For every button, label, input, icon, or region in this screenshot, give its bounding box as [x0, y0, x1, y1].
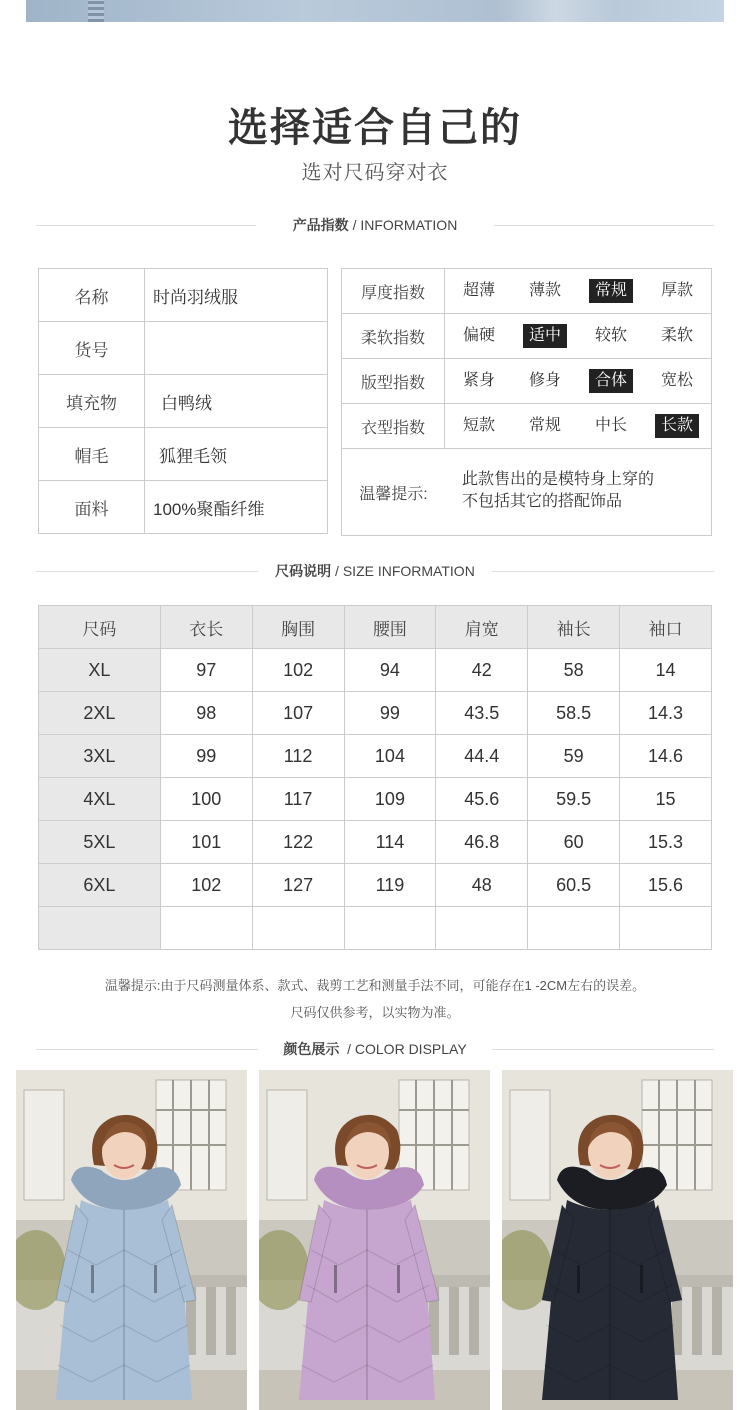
- note-line-1: 此款售出的是模特身上穿的: [462, 471, 655, 488]
- value-cell: 59: [528, 735, 620, 778]
- section-title-cn: 产品指数: [292, 217, 349, 233]
- note-key: 温馨提示:: [359, 485, 428, 503]
- value-cell: 15: [620, 778, 712, 821]
- value-cell: 112: [252, 735, 344, 778]
- size-cell: XL: [39, 649, 161, 692]
- index-option-selected: 长款: [650, 404, 704, 448]
- info-row-name: [39, 269, 327, 322]
- section-header-size: [36, 561, 714, 581]
- index-option: 修身: [528, 372, 561, 389]
- info-key: 货号: [39, 322, 145, 374]
- hero-subtitle: 选对尺码穿对衣: [301, 162, 449, 184]
- value-cell: 58: [528, 649, 620, 692]
- value-cell: 14.6: [620, 735, 712, 778]
- product-index-table: [341, 268, 712, 536]
- index-option: 中长: [594, 417, 627, 434]
- size-tip-line-1: 温馨提示:由于尺码测量体系、款式、裁剪工艺和测量手法不同，可能存在1 -2CM左右的误差。: [104, 978, 646, 993]
- index-key: 柔软指数: [342, 314, 445, 358]
- index-option: 厚款: [660, 282, 693, 299]
- color-photo-blue: [16, 1070, 247, 1410]
- value-cell: 98: [160, 692, 252, 735]
- section-title-cn: 尺码说明: [275, 563, 332, 579]
- value-cell: 119: [344, 864, 436, 907]
- table-row-empty: [39, 907, 712, 950]
- top-product-photo-strip: [26, 0, 724, 22]
- index-option: 短款: [462, 417, 495, 434]
- index-option: 超薄: [462, 282, 495, 299]
- value-cell: 46.8: [436, 821, 528, 864]
- info-value: 时尚羽绒服: [153, 287, 238, 307]
- table-row: [39, 649, 712, 692]
- value-cell: 59.5: [528, 778, 620, 821]
- info-value: 100%聚酯纤维: [153, 499, 265, 519]
- index-option: 宽松: [660, 372, 693, 389]
- index-key: 厚度指数: [342, 269, 445, 313]
- index-option-selected: 适中: [518, 314, 572, 358]
- value-cell: 102: [160, 864, 252, 907]
- value-cell: 122: [252, 821, 344, 864]
- value-cell: 97: [160, 649, 252, 692]
- note-text: [462, 469, 702, 513]
- table-row: [39, 821, 712, 864]
- section-header-information: [36, 215, 714, 235]
- value-cell: [436, 907, 528, 950]
- header-cell: 袖长: [528, 606, 620, 649]
- index-row-length: [342, 404, 711, 449]
- index-option-selected: 常规: [584, 269, 638, 313]
- value-cell: 102: [252, 649, 344, 692]
- index-option: 常规: [528, 417, 561, 434]
- value-cell: 45.6: [436, 778, 528, 821]
- index-row-fit: [342, 359, 711, 404]
- value-cell: 114: [344, 821, 436, 864]
- value-cell: 107: [252, 692, 344, 735]
- note-line-2: 不包括其它的搭配饰品: [462, 493, 623, 510]
- section-title-en: / SIZE INFORMATION: [331, 563, 475, 579]
- size-cell: 5XL: [39, 821, 161, 864]
- value-cell: 15.3: [620, 821, 712, 864]
- table-row: [39, 864, 712, 907]
- index-option: 柔软: [660, 327, 693, 344]
- header-cell: 肩宽: [436, 606, 528, 649]
- value-cell: [620, 907, 712, 950]
- section-title-en: / INFORMATION: [348, 217, 458, 233]
- value-cell: 100: [160, 778, 252, 821]
- value-cell: 60.5: [528, 864, 620, 907]
- size-cell: [39, 907, 161, 950]
- header-cell: 衣长: [160, 606, 252, 649]
- info-value: 狐狸毛领: [159, 446, 227, 466]
- value-cell: 60: [528, 821, 620, 864]
- index-note: [342, 449, 711, 535]
- size-table-header: [39, 606, 712, 649]
- info-row-sku: [39, 322, 327, 375]
- info-key: 填充物: [39, 375, 145, 427]
- value-cell: 48: [436, 864, 528, 907]
- index-row-softness: [342, 314, 711, 359]
- index-option-selected: 合体: [584, 359, 638, 403]
- index-option: 紧身: [462, 372, 495, 389]
- info-key: 名称: [39, 269, 145, 321]
- value-cell: 14.3: [620, 692, 712, 735]
- hero-title: 选择适合自己的: [228, 106, 522, 150]
- value-cell: 94: [344, 649, 436, 692]
- value-cell: 99: [344, 692, 436, 735]
- header-cell: 尺码: [39, 606, 161, 649]
- value-cell: 42: [436, 649, 528, 692]
- info-row-hood-fur: [39, 428, 327, 481]
- color-photo-black: [502, 1070, 733, 1410]
- size-cell: 6XL: [39, 864, 161, 907]
- section-title-cn: 颜色展示: [283, 1041, 340, 1057]
- model-photo-svg: [16, 1070, 247, 1410]
- model-photo-svg: [259, 1070, 490, 1410]
- value-cell: [344, 907, 436, 950]
- table-row: [39, 692, 712, 735]
- model-photo-svg: [502, 1070, 733, 1410]
- index-row-thickness: [342, 269, 711, 314]
- value-cell: 14: [620, 649, 712, 692]
- value-cell: [528, 907, 620, 950]
- value-cell: 99: [160, 735, 252, 778]
- section-header-color: [36, 1039, 714, 1059]
- info-key: 面料: [39, 481, 145, 533]
- index-option: 较软: [594, 327, 627, 344]
- header-cell: 腰围: [344, 606, 436, 649]
- index-key: 衣型指数: [342, 404, 445, 448]
- info-row-filling: [39, 375, 327, 428]
- value-cell: 127: [252, 864, 344, 907]
- table-row: [39, 735, 712, 778]
- product-info-table: [38, 268, 328, 534]
- value-cell: [160, 907, 252, 950]
- info-key: 帽毛: [39, 428, 145, 480]
- color-photo-purple: [259, 1070, 490, 1410]
- zipper-detail: [88, 0, 104, 22]
- fabric-highlight: [496, 0, 616, 22]
- value-cell: 101: [160, 821, 252, 864]
- section-title-en: / COLOR DISPLAY: [339, 1041, 467, 1057]
- header-cell: 胸围: [252, 606, 344, 649]
- value-cell: 43.5: [436, 692, 528, 735]
- size-tip-line-2: 尺码仅供参考，以实物为准。: [290, 1005, 460, 1020]
- value-cell: 44.4: [436, 735, 528, 778]
- info-row-fabric: [39, 481, 327, 533]
- value-cell: [252, 907, 344, 950]
- value-cell: 15.6: [620, 864, 712, 907]
- value-cell: 117: [252, 778, 344, 821]
- size-cell: 2XL: [39, 692, 161, 735]
- size-cell: 4XL: [39, 778, 161, 821]
- index-option: 薄款: [528, 282, 561, 299]
- size-table: [38, 605, 712, 950]
- value-cell: 58.5: [528, 692, 620, 735]
- value-cell: 104: [344, 735, 436, 778]
- index-option: 偏硬: [462, 327, 495, 344]
- index-key: 版型指数: [342, 359, 445, 403]
- size-cell: 3XL: [39, 735, 161, 778]
- value-cell: 109: [344, 778, 436, 821]
- info-value: 白鸭绒: [161, 393, 212, 413]
- header-cell: 袖口: [620, 606, 712, 649]
- table-row: [39, 778, 712, 821]
